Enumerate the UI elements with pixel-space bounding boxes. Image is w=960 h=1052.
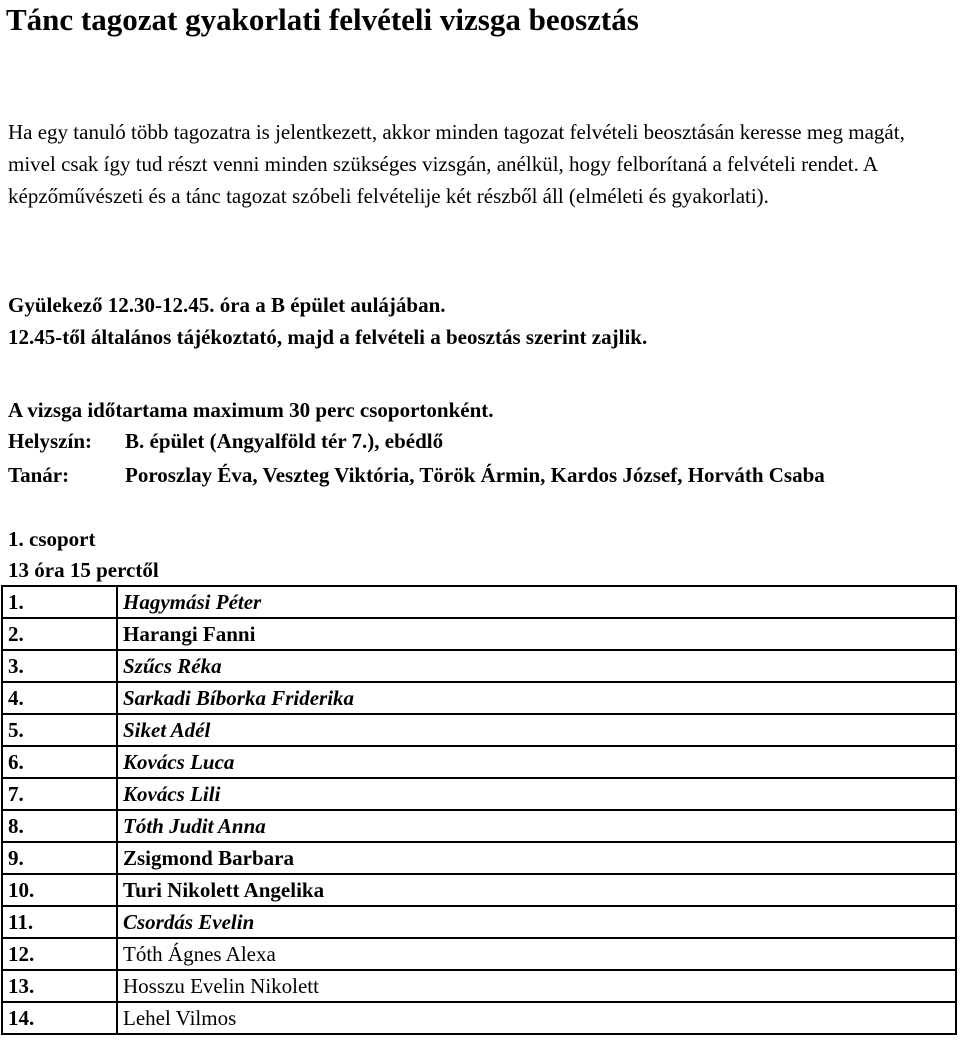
intro-paragraph: Ha egy tanuló több tagozatra is jelentkezett, akkor minden tagozat felvételi beosztásán keresse meg magát, mivel csak így tud részt venni minden szükséges vizsgán, anélkül, hogy felborítaná a felvételi rendet. A képzőművészeti és a tánc tagozat szóbeli felvételije két részből áll (elméleti és gyakorlati).: [8, 120, 905, 208]
table-row: [2, 970, 956, 1002]
row-number: 8.: [2, 810, 117, 842]
table-row: [2, 618, 956, 650]
row-number: 3.: [2, 650, 117, 682]
row-number: 13.: [2, 970, 117, 1002]
group-label: 1. csoport: [8, 527, 96, 551]
row-number: 1.: [2, 586, 117, 618]
table-row: [2, 906, 956, 938]
student-roster-table: [1, 585, 957, 1035]
gathering-info: Gyülekező 12.30-12.45. óra a B épület aulájában.: [8, 293, 446, 317]
student-name: Tóth Judit Anna: [117, 810, 956, 842]
table-row: [2, 746, 956, 778]
row-number: 7.: [2, 778, 117, 810]
student-name: Csordás Evelin: [117, 906, 956, 938]
student-name: Hagymási Péter: [117, 586, 956, 618]
student-name: Tóth Ágnes Alexa: [117, 938, 956, 970]
student-name: Zsigmond Barbara: [117, 842, 956, 874]
row-number: 4.: [2, 682, 117, 714]
row-number: 5.: [2, 714, 117, 746]
student-name: Kovács Lili: [117, 778, 956, 810]
table-row: [2, 874, 956, 906]
location-row: [8, 425, 915, 457]
student-name: Siket Adél: [117, 714, 956, 746]
location-value: B. épület (Angyalföld tér 7.), ebédlő: [125, 429, 444, 453]
row-number: 6.: [2, 746, 117, 778]
teacher-label: Tanár:: [8, 463, 70, 487]
table-row: [2, 586, 956, 618]
table-row: [2, 650, 956, 682]
row-number: 11.: [2, 906, 117, 938]
location-label: Helyszín:: [8, 429, 92, 453]
row-number: 14.: [2, 1002, 117, 1034]
briefing-info: 12.45-től általános tájékoztató, majd a felvételi a beosztás szerint zajlik.: [8, 325, 648, 349]
row-number: 12.: [2, 938, 117, 970]
table-row: [2, 938, 956, 970]
table-row: [2, 810, 956, 842]
group-time: 13 óra 15 perctől: [8, 558, 159, 582]
teacher-value: Poroszlay Éva, Veszteg Viktória, Török Ármin, Kardos József, Horváth Csaba: [125, 463, 825, 487]
row-number: 10.: [2, 874, 117, 906]
page-title: Tánc tagozat gyakorlati felvételi vizsga beosztás: [6, 2, 639, 37]
table-row: [2, 842, 956, 874]
row-number: 9.: [2, 842, 117, 874]
row-number: 2.: [2, 618, 117, 650]
table-row: [2, 682, 956, 714]
student-name: Lehel Vilmos: [117, 1002, 956, 1034]
table-row: [2, 1002, 956, 1034]
student-name: Harangi Fanni: [117, 618, 956, 650]
student-name: Turi Nikolett Angelika: [117, 874, 956, 906]
teacher-row: [8, 459, 915, 491]
duration-info: A vizsga időtartama maximum 30 perc csoportonként.: [8, 398, 494, 422]
student-name: Szűcs Réka: [117, 650, 956, 682]
student-name: Sarkadi Bíborka Friderika: [117, 682, 956, 714]
table-row: [2, 714, 956, 746]
table-row: [2, 778, 956, 810]
student-name: Kovács Luca: [117, 746, 956, 778]
student-name: Hosszu Evelin Nikolett: [117, 970, 956, 1002]
